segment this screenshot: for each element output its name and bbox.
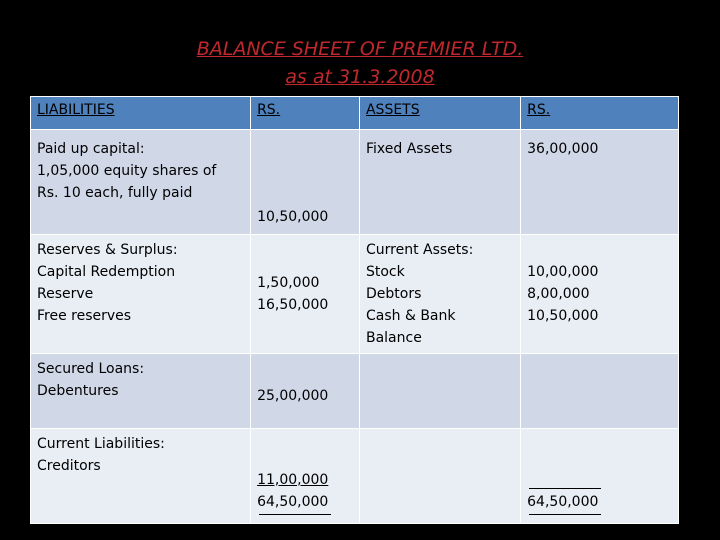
asset-cell	[359, 429, 520, 524]
asset-amount-cell: 36,00,000	[521, 130, 679, 235]
table-row	[31, 235, 679, 354]
total-underline	[529, 514, 601, 515]
header-liabilities: LIABILITIES	[31, 97, 251, 130]
header-rs-liabilities: RS.	[251, 97, 360, 130]
liabilities-total: 64,50,000	[257, 494, 329, 510]
liability-amount-cell	[251, 429, 360, 524]
header-row	[31, 97, 679, 130]
liability-amount-cell: 1,50,000 16,50,000	[251, 235, 360, 354]
liability-cell: Secured Loans: Debentures	[31, 354, 251, 429]
sheet-title: BALANCE SHEET OF PREMIER LTD.	[196, 38, 524, 60]
header-rs-assets: RS.	[521, 97, 679, 130]
header-assets: ASSETS	[359, 97, 520, 130]
liability-cell: Reserves & Surplus: Capital Redemption Reserve Free reserves	[31, 235, 251, 354]
liability-cell: Paid up capital: 1,05,000 equity shares of Rs. 10 each, fully paid	[31, 130, 251, 235]
table-row	[31, 429, 679, 524]
asset-amount-cell	[521, 429, 679, 524]
asset-amount-cell	[521, 354, 679, 429]
total-underline	[259, 514, 331, 515]
liability-cell: Current Liabilities: Creditors	[31, 429, 251, 524]
total-overline	[529, 488, 601, 489]
assets-total: 64,50,000	[527, 494, 599, 510]
asset-cell: Current Assets: Stock Debtors Cash & Bank Balance	[359, 235, 520, 354]
asset-cell	[359, 354, 520, 429]
table-row	[31, 130, 679, 235]
balance-sheet-table	[30, 96, 679, 524]
liability-amount-cell: 10,50,000	[251, 130, 360, 235]
asset-amount-cell: 10,00,000 8,00,000 10,50,000	[521, 235, 679, 354]
sheet-date: as at 31.3.2008	[285, 66, 435, 88]
table-row	[31, 354, 679, 429]
creditors-amount: 11,00,000	[257, 472, 329, 488]
liability-amount-cell: 25,00,000	[251, 354, 360, 429]
asset-cell: Fixed Assets	[359, 130, 520, 235]
